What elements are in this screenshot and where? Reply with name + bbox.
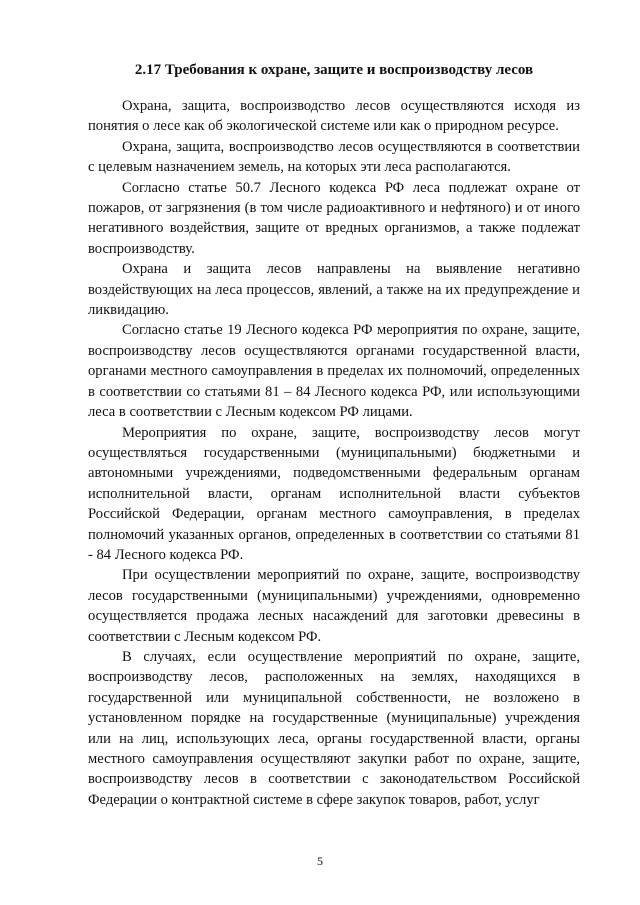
section-body xyxy=(88,96,580,810)
paragraph: Охрана, защита, воспроизводство лесов осуществляются исходя из понятия о лесе как об экологической системе или как о природном ресурсе. xyxy=(88,98,580,135)
paragraph: Мероприятия по охране, защите, воспроизводству лесов могут осуществляться государственными (муниципальными) бюджетными и автономными учреждениями, подведомственными федеральным органам исполнительной власти, органам исполнительной власти субъектов Российской Федерации, органам местного самоуправления, в пределах полномочий указанных органов, определенных в соответствии со статьями 81 - 84 Лесного кодекса РФ. xyxy=(88,424,580,563)
page-number: 5 xyxy=(317,854,323,868)
paragraph: Охрана и защита лесов направлены на выявление негативно воздействующих на леса процессов, явлений, а также на их предупреждение и ликвидацию. xyxy=(88,261,580,319)
paragraph: Охрана, защита, воспроизводство лесов осуществляются в соответствии с целевым назначением земель, на которых эти леса располагаются. xyxy=(88,138,580,176)
paragraph: Согласно статье 50.7 Лесного кодекса РФ леса подлежат охране от пожаров, от загрязнения (в том числе радиоактивного и нефтяного) и от иного негативного воздействия, защите от вредных организмов, а также подлежат воспроизводству. xyxy=(88,179,580,257)
paragraph: В случаях, если осуществление мероприятий по охране, защите, воспроизводству лесов, расположенных на землях, находящихся в государственной или муниципальной собственности, не возложено в установленном порядке на государственные (муниципальные) учреждения или на лиц, использующих леса, органы государственной власти, органы местного самоуправления осуществляют закупки работ по охране, защите, воспроизводству лесов в соответствии с законодательством Российской Федерации о контрактной системе в сфере закупок товаров, работ, услуг xyxy=(88,648,580,808)
paragraph: При осуществлении мероприятий по охране, защите, воспроизводству лесов государственными (муниципальными) учреждениями, одновременно осуществляется продажа лесных насаждений для заготовки древесины в соответствии с Лесным кодексом РФ. xyxy=(88,567,580,645)
paragraph: Согласно статье 19 Лесного кодекса РФ мероприятия по охране, защите, воспроизводству лесов осуществляются органами государственной власти, органами местного самоуправления в пределах их полномочий, определенных в соответствии со статьями 81 – 84 Лесного кодекса РФ, или использующими леса в соответствии с Лесным кодексом РФ лицами. xyxy=(88,322,580,421)
section-heading: 2.17 Требования к охране, защите и воспроизводству лесов xyxy=(134,62,534,78)
